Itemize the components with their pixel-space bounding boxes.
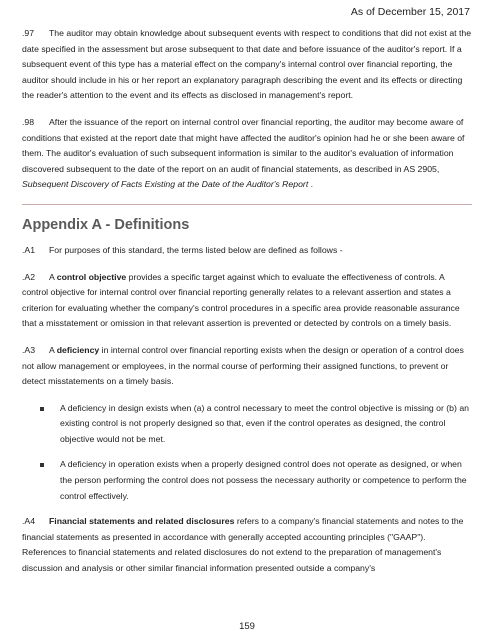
page-number: 159 — [239, 621, 255, 632]
paragraph-number: .A4 — [22, 516, 36, 527]
defined-term: deficiency — [56, 344, 100, 355]
paragraph-text: For purposes of this standard, the terms listed below are defined as follows - — [49, 244, 343, 255]
deficiency-list — [22, 401, 472, 505]
list-item — [60, 457, 472, 504]
paragraph-lead: A — [49, 344, 57, 355]
paragraph-number: .A2 — [22, 271, 36, 282]
paragraph-text: in internal control over financial reporting exists when the design or operation of a control does not allow management or employees, in the normal course of performing their assigned functions, to prevent or detect misstatements on a timely basis. — [22, 344, 464, 387]
paragraph-text: After the issuance of the report on internal control over financial reporting, the auditor may become aware of conditions that existed at the report date that might have affected the auditor's opinion had he or she been aware of them. The auditor's evaluation of such subsequent information is similar to the auditor's evaluation of information discovered subsequent to the date of the report on an audit of financial statements, as described in AS 2905, — [22, 116, 465, 174]
paragraph-text: provides a specific target against which to evaluate the effectiveness of controls. A control objective for internal control over financial reporting generally relates to a relevant assertion and states a criterion for evaluating whether the company's control procedures in a specific area provide reasonable assurance that a misstatement or omission in that relevant assertion is prevented or detected by controls on a timely basis. — [22, 271, 460, 329]
paragraph-number: .97 — [22, 28, 35, 38]
list-item-text: A deficiency in design exists when (a) a control necessary to meet the control objective is missing or (b) an existing control is not properly designed so that, even if the control operates as designed, the control objective would not be met. — [60, 402, 469, 444]
list-item — [60, 401, 472, 448]
appendix-title: Appendix A - Definitions — [22, 216, 190, 233]
document-body — [22, 26, 472, 588]
paragraph-lead: A — [49, 271, 57, 282]
paragraph-a2 — [22, 270, 472, 332]
paragraph-a3 — [22, 343, 472, 390]
defined-term: Financial statements and related disclosures — [49, 516, 235, 527]
square-bullet-icon — [40, 463, 44, 467]
paragraph-a4 — [22, 514, 472, 576]
header-date: As of December 15, 2017 — [350, 6, 470, 18]
paragraph-97 — [22, 26, 472, 104]
paragraph-number: .A1 — [22, 244, 36, 255]
paragraph-text: refers to a company's financial statements and notes to the financial statements as presented in accordance with generally accepted accounting principles ("GAAP"). References to financial statements and related disclosures do not extend to the preparation of management's discussion and analysis or other similar financial information presented outside a company's — [22, 516, 464, 574]
square-bullet-icon — [40, 407, 44, 411]
paragraph-number: .A3 — [22, 344, 36, 355]
paragraph-text-end: . — [308, 179, 314, 190]
paragraph-98 — [22, 115, 472, 193]
paragraph-number: .98 — [22, 116, 35, 127]
defined-term: control objective — [56, 271, 127, 282]
section-divider — [22, 204, 472, 205]
referenced-standard-title: Subsequent Discovery of Facts Existing at the Date of the Auditor's Report — [22, 179, 309, 190]
list-item-text: A deficiency in operation exists when a properly designed control does not operate as designed, or when the person performing the control does not possess the necessary authority or competence to perform the control effectively. — [60, 459, 467, 501]
paragraph-a1 — [22, 243, 472, 259]
paragraph-text: The auditor may obtain knowledge about subsequent events with respect to conditions that did not exist at the date specified in the assessment but arose subsequent to that date and before issuance of the auditor's report. If a subsequent event of this type has a material effect on the company's internal control over financial reporting, the auditor should include in his or her report an explanatory paragraph describing the event and its effects or directing the reader's attention to the event and its effects as disclosed in management's report. — [22, 28, 472, 101]
